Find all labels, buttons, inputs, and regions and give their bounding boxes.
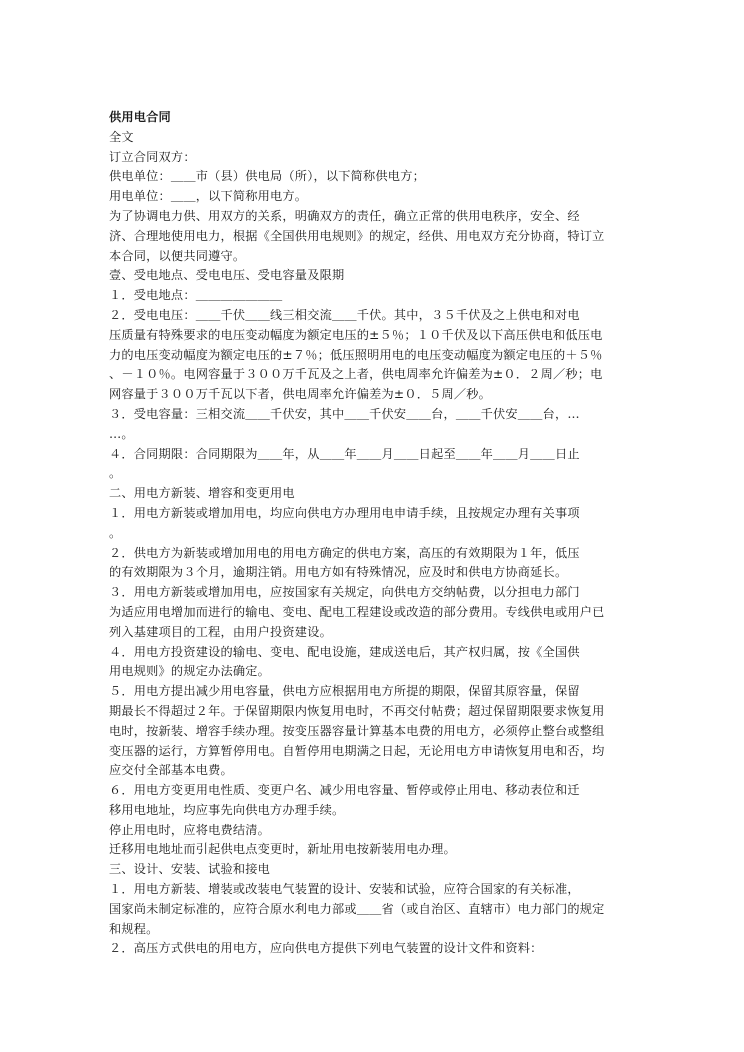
text-line: 本合同，以便共同遵守。 [109, 248, 246, 263]
text-line: 和规程。 [109, 921, 159, 936]
text-line: ２．受电电压：＿＿千伏＿＿线三相交流＿＿千伏。其中，３５千伏及之上供电和对电 [109, 307, 580, 322]
text-line: 停止用电时，应将电费结清。 [109, 822, 271, 837]
document-title: 供用电合同 [109, 110, 171, 124]
text-line: 力的电压变动幅度为额定电压的±７％；低压照明用电的电压变动幅度为额定电压的＋５％ [109, 347, 603, 362]
text-line: １．用电方新装、增装或改装电气装置的设计、安装和试验，应符合国家的有关标准， [109, 882, 580, 897]
text-line: 电时，按新装、增容手续办理。按变压器容量计算基本电费的用电方，必须停止整台或整组 [109, 723, 605, 738]
text-line: 。 [109, 525, 122, 540]
text-line: ２．高压方式供电的用电方，应向供电方提供下列电气装置的设计文件和资料： [109, 941, 543, 956]
text-line: 变压器的运行，方算暂停用电。自暂停用电期满之日起，无论用电方申请恢复用电和否，均 [109, 743, 605, 758]
text-line: ３．用电方新装或增加用电，应按国家有关规定，向供电方交纳帖费，以分担电力部门 [109, 585, 580, 600]
text-line: 订立合同双方： [109, 149, 196, 164]
text-line: 迁移用电地址而引起供电点变更时，新址用电按新装用电办理。 [109, 842, 456, 857]
text-line: ４．合同期限：合同期限为＿＿年，从＿＿年＿＿月＿＿日起至＿＿年＿＿月＿＿日止 [109, 446, 580, 461]
text-line: 期最长不得超过２年。于保留期限内恢复用电时，不再交付帖费；超过保留期限要求恢复用 [109, 703, 605, 718]
text-line: １．用电方新装或增加用电，均应向供电方办理用电申请手续，且按规定办理有关事项 [109, 505, 580, 520]
text-line: ４．用电方投资建设的输电、变电、配电设施，建成送电后，其产权归属，按《全国供 [109, 644, 580, 659]
text-line: 网容量于３００万千瓦以下者，供电周率允许偏差为±０．５周／秒。 [109, 387, 492, 402]
text-line: 用电单位：＿＿，以下简称用电方。 [109, 189, 308, 204]
text-line: 应交付全部基本电费。 [109, 763, 233, 778]
text-line: 移用电地址，均应事先向供电方办理手续。 [109, 802, 345, 817]
text-line: 全文 [109, 129, 134, 144]
text-line: …。 [109, 426, 134, 441]
contract-body [109, 108, 635, 959]
text-line: １．受电地点：＿＿＿＿＿＿＿ [109, 288, 283, 303]
text-line: 。 [109, 466, 122, 481]
text-line: 济、合理地使用电力，根据《全国供用电规则》的规定，经供、用电双方充分协商，特订立 [109, 228, 605, 243]
text-line: 、－１０％。电网容量于３００万千瓦及之上者，供电周率允许偏差为±０．２周／秒；电 [109, 367, 603, 382]
text-line: ３．受电容量：三相交流＿＿千伏安，其中＿＿千伏安＿＿台，＿＿千伏安＿＿台，… [109, 406, 580, 421]
section-heading: 三、设计、安装、试验和接电 [109, 862, 271, 877]
text-line: ６．用电方变更用电性质、变更户名、减少用电容量、暂停或停止用电、移动表位和迁 [109, 783, 580, 798]
text-line: 国家尚未制定标准的，应符合原水利电力部或＿＿省（或自治区、直辖市）电力部门的规定 [109, 901, 605, 916]
section-heading: 二、用电方新装、增容和变更用电 [109, 486, 295, 501]
text-line: 的有效期限为３个月，逾期注销。用电方如有特殊情况，应及时和供电方协商延长。 [109, 565, 568, 580]
text-line: 供电单位：＿＿市（县）供电局（所），以下简称供电方； [109, 169, 425, 184]
text-line: 用电规则》的规定办法确定。 [109, 664, 271, 679]
text-line: ２．供电方为新装或增加用电的用电方确定的供电方案，高压的有效期限为１年，低压 [109, 545, 580, 560]
text-line: ５．用电方提出减少用电容量，供电方应根据用电方所提的期限，保留其原容量，保留 [109, 684, 580, 699]
section-heading: 壹、受电地点、受电电压、受电容量及限期 [109, 268, 345, 283]
text-line: 压质量有特殊要求的电压变动幅度为额定电压的±５％；１０千伏及以下高压供电和低压电 [109, 327, 603, 342]
text-line: 为了协调电力供、用双方的关系，明确双方的责任，确立正常的供用电秩序，安全、经 [109, 208, 580, 223]
text-line: 为适应用电增加而进行的输电、变电、配电工程建设或改造的部分费用。专线供电或用户已 [109, 604, 605, 619]
text-line: 列入基建项目的工程，由用户投资建设。 [109, 624, 332, 639]
